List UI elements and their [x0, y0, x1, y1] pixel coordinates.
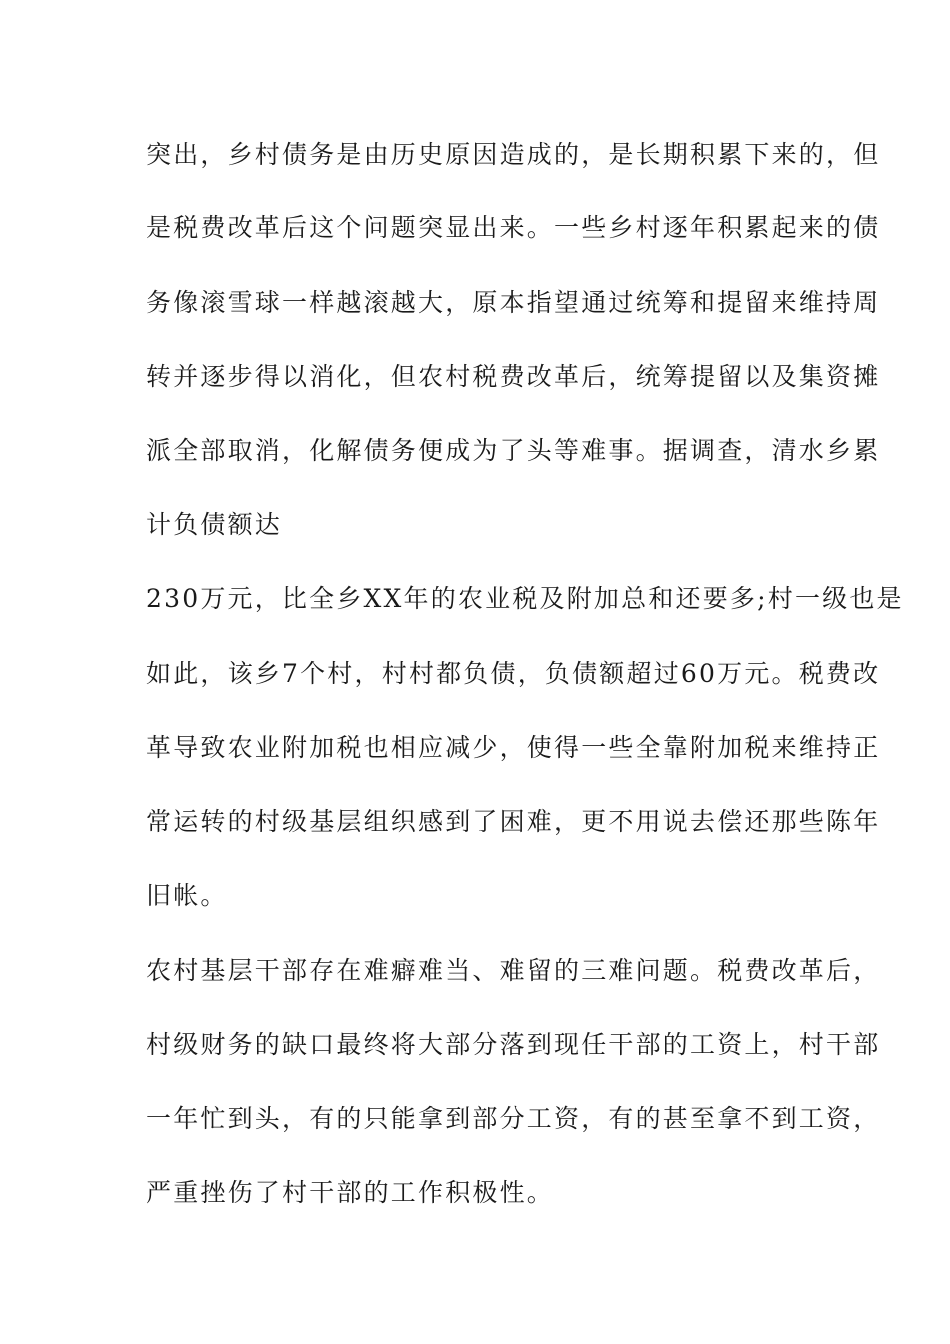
text-line-5: 派全部取消，化解债务便成为了头等难事。据调查，清水乡累	[146, 436, 881, 465]
text-line-3: 务像滚雪球一样越滚越大，原本指望通过统筹和提留来维持周	[146, 288, 881, 317]
text-line-2: 是税费改革后这个问题突显出来。一些乡村逐年积累起来的债	[146, 213, 881, 242]
text-line-10: 常运转的村级基层组织感到了困难，更不用说去偿还那些陈年	[146, 807, 881, 836]
text-line-9: 革导致农业附加税也相应减少，使得一些全靠附加税来维持正	[146, 733, 881, 762]
text-line-12: 农村基层干部存在难癖难当、难留的三难问题。税费改革后，	[146, 956, 881, 985]
text-line-15: 严重挫伤了村干部的工作积极性。	[146, 1178, 555, 1207]
text-line-8: 如此，该乡7个村，村村都负债，负债额超过60万元。税费改	[146, 659, 881, 688]
text-line-11: 旧帐。	[146, 881, 228, 910]
text-line-1: 突出，乡村债务是由历史原因造成的，是长期积累下来的，但	[146, 140, 881, 169]
text-line-13: 村级财务的缺口最终将大部分落到现任干部的工资上，村干部	[146, 1030, 881, 1059]
text-line-6: 计负债额达	[146, 510, 283, 539]
text-line-7: 230万元，比全乡XX年的农业税及附加总和还要多;村一级也是	[146, 584, 904, 613]
text-line-14: 一年忙到头，有的只能拿到部分工资，有的甚至拿不到工资，	[146, 1104, 881, 1133]
text-line-4: 转并逐步得以消化，但农村税费改革后，统筹提留以及集资摊	[146, 362, 881, 391]
